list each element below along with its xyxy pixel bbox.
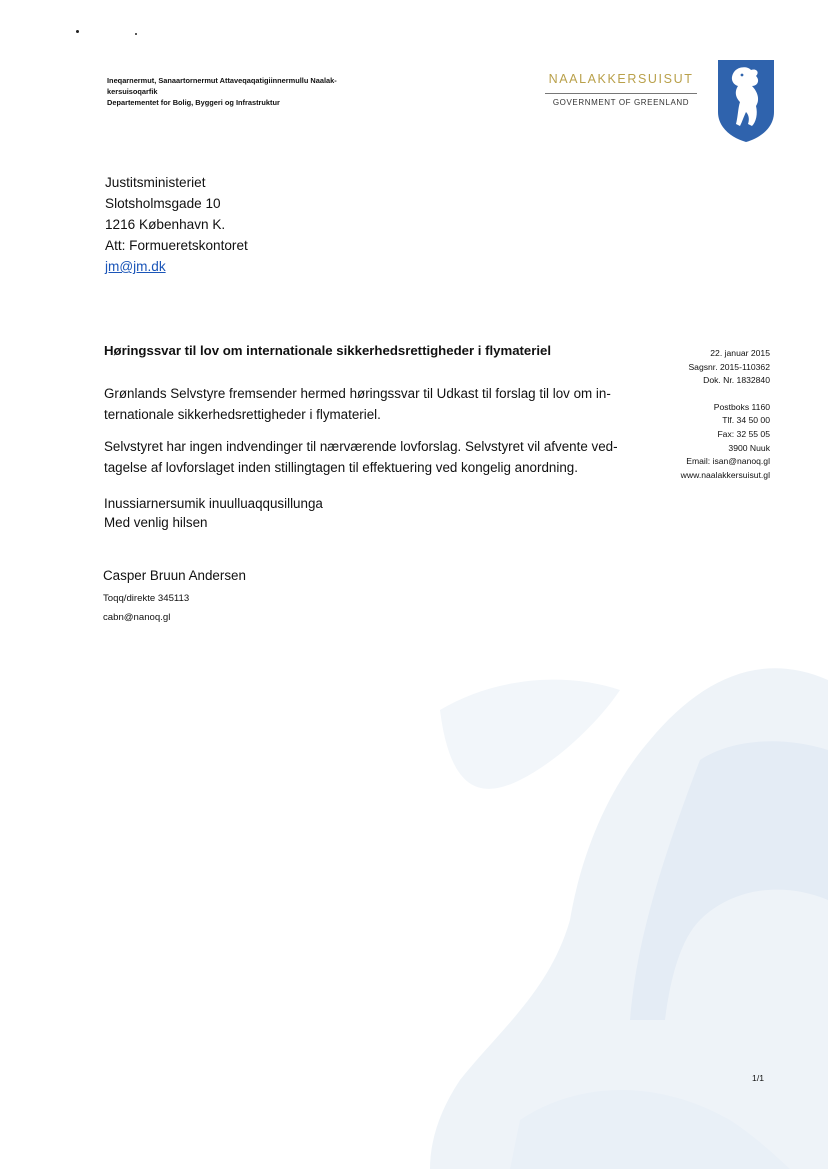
closing-greenlandic: Inussiarnersumik inuulluaqqusillunga bbox=[104, 496, 323, 511]
government-logo bbox=[545, 72, 697, 107]
department-line: kersuisoqarfik bbox=[107, 87, 158, 96]
page-number: 1/1 bbox=[752, 1073, 764, 1083]
document-number: Dok. Nr. 1832840 bbox=[703, 375, 770, 386]
department-name bbox=[107, 75, 397, 108]
signer-contact bbox=[103, 589, 189, 627]
case-number: Sagsnr. 2015-110362 bbox=[688, 361, 770, 372]
body-line: ternationale sikkerhedsrettigheder i flymateriel. bbox=[104, 407, 381, 422]
recipient-line: Slotsholmsgade 10 bbox=[105, 196, 221, 211]
body-line: Selvstyret har ingen indvendinger til nærværende lovforslag. Selvstyret vil afvente ved- bbox=[104, 439, 618, 454]
closing-greeting bbox=[104, 494, 323, 532]
phone: Tlf. 34 50 00 bbox=[722, 415, 770, 426]
closing-danish: Med venlig hilsen bbox=[104, 515, 208, 530]
contact-email: Email: isan@nanoq.gl bbox=[686, 456, 770, 467]
postbox: Postboks 1160 bbox=[713, 401, 770, 412]
brand-divider bbox=[545, 93, 697, 94]
fax: Fax: 32 55 05 bbox=[717, 428, 770, 439]
recipient-line: Justitsministeriet bbox=[105, 175, 206, 190]
website: www.naalakkersuisut.gl bbox=[680, 469, 770, 480]
signer-name: Casper Bruun Andersen bbox=[103, 568, 246, 583]
recipient-address bbox=[105, 172, 248, 277]
signer-email: cabn@nanoq.gl bbox=[103, 612, 171, 623]
brand-subtitle: GOVERNMENT OF GREENLAND bbox=[552, 98, 690, 107]
recipient-email-link[interactable]: jm@jm.dk bbox=[105, 259, 166, 274]
body-line: Grønlands Selvstyre fremsender hermed høringssvar til Udkast til forslag til lov om in- bbox=[104, 386, 611, 401]
city: 3900 Nuuk bbox=[728, 442, 770, 453]
letter-subject: Høringssvar til lov om internationale sikkerhedsrettigheder i flymateriel bbox=[104, 343, 552, 358]
recipient-line: Att: Formueretskontoret bbox=[105, 238, 248, 253]
department-line: Ineqarnermut, Sanaartornermut Attaveqaqatigiinnermullu Naalak- bbox=[107, 76, 337, 85]
greenland-coat-of-arms-icon bbox=[718, 60, 774, 142]
scan-dot bbox=[135, 33, 137, 35]
body-line: tagelse af lovforslaget inden stillingtagen til effektuering ved kongelig anordning. bbox=[104, 460, 578, 475]
recipient-line: 1216 København K. bbox=[105, 217, 226, 232]
body-paragraph-2 bbox=[104, 436, 624, 478]
brand-name: NAALAKKERSUISUT bbox=[548, 72, 694, 86]
scan-dot bbox=[76, 30, 79, 33]
signer-phone: Toqq/direkte 345113 bbox=[103, 593, 190, 604]
letter-date: 22. januar 2015 bbox=[710, 348, 770, 358]
body-paragraph-1 bbox=[104, 383, 624, 425]
department-line: Departementet for Bolig, Byggeri og Infrastruktur bbox=[107, 98, 280, 107]
letter-metadata bbox=[681, 347, 770, 482]
